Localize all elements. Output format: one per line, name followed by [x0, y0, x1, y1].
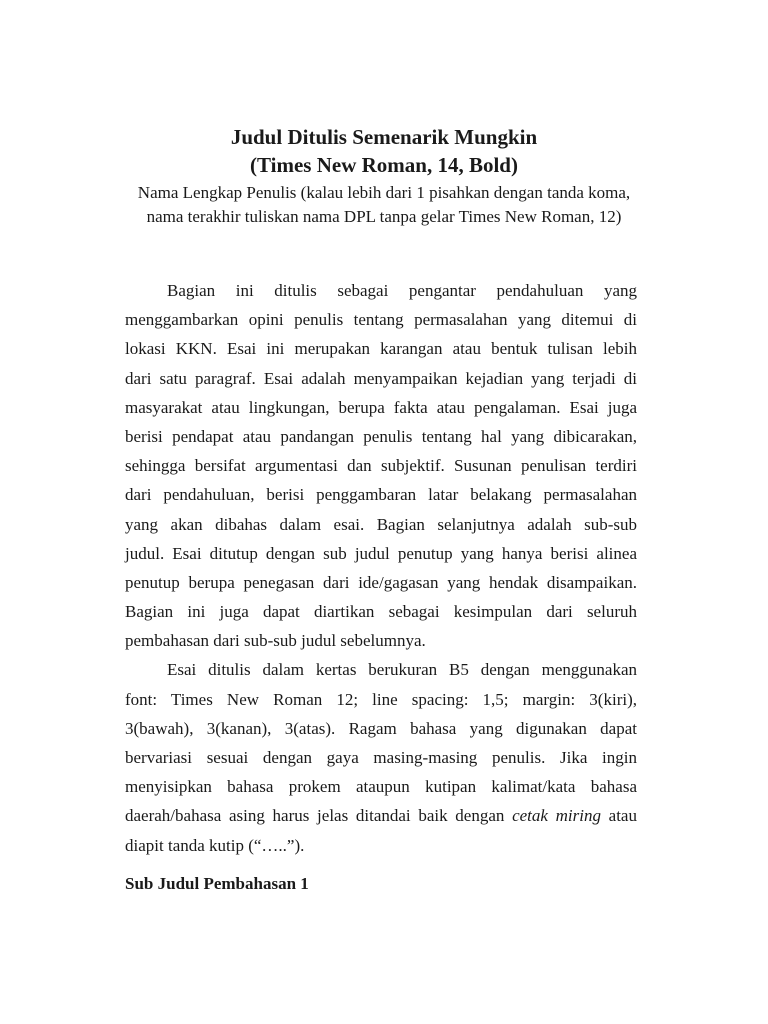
paragraph-text: atau — [600, 806, 637, 826]
paragraph-line: dari pendahuluan, berisi penggambaran latar belakang permasalahan — [125, 485, 637, 505]
paragraph-line: diapit tanda kutip (“…..”). — [125, 835, 305, 855]
paragraph-introduction — [125, 276, 637, 655]
paragraph-line: pembahasan dari sub-sub judul sebelumnya. — [125, 631, 426, 651]
paragraph-line: masyarakat atau lingkungan, berupa fakta atau pengalaman. Esai juga — [125, 397, 637, 417]
paragraph-line: Esai ditulis dalam kertas berukuran B5 dengan menggunakan — [167, 660, 637, 680]
paragraph-line: Bagian ini juga dapat diartikan sebagai kesimpulan dari seluruh — [125, 602, 637, 622]
paragraph-line: berisi pendapat atau pandangan penulis tentang hal yang dibicarakan, — [125, 426, 637, 446]
document-title-format-note: (Times New Roman, 14, Bold) — [250, 153, 518, 177]
paragraph-text: daerah/bahasa asing harus jelas ditandai baik dengan — [125, 806, 513, 826]
paragraph-line: penutup berupa penegasan dari ide/gagasan yang hendak disampaikan. — [125, 572, 637, 592]
paragraph-line: bervariasi sesuai dengan gaya masing-masing penulis. Jika ingin — [125, 748, 637, 767]
paragraph-line: sehingga bersifat argumentasi dan subjektif. Susunan penulisan terdiri — [125, 456, 637, 476]
document-body — [125, 276, 637, 860]
paragraph-line — [125, 801, 637, 830]
paragraph-line: menyisipkan bahasa prokem ataupun kutipan kalimat/kata bahasa — [125, 777, 637, 797]
paragraph-line: yang akan dibahas dalam esai. Bagian selanjutnya adalah sub-sub — [125, 514, 637, 534]
paragraph-line: Bagian ini ditulis sebagai pengantar pendahuluan yang — [167, 281, 637, 300]
paragraph-line: dari satu paragraf. Esai adalah menyampaikan kejadian yang terjadi di — [125, 368, 637, 388]
author-line: Nama Lengkap Penulis (kalau lebih dari 1 pisahkan dengan tanda koma, — [137, 183, 631, 202]
author-line: nama terakhir tuliskan nama DPL tanpa gelar Times New Roman, 12) — [146, 207, 622, 226]
paragraph-line: judul. Esai ditutup dengan sub judul penutup yang hanya berisi alinea — [125, 543, 637, 563]
paragraph-line: menggambarkan opini penulis tentang permasalahan yang ditemui di — [125, 310, 637, 330]
paragraph-line: font: Times New Roman 12; line spacing: 1,5; margin: 3(kiri), — [125, 689, 637, 709]
paragraph-line: lokasi KKN. Esai ini merupakan karangan atau bentuk tulisan lebih — [125, 339, 637, 359]
paragraph-format-guidelines — [125, 655, 637, 859]
italic-example-text: cetak miring — [512, 806, 601, 826]
subheading: Sub Judul Pembahasan 1 — [125, 874, 309, 893]
paragraph-line: 3(bawah), 3(kanan), 3(atas). Ragam bahasa yang digunakan dapat — [125, 718, 637, 738]
document-title: Judul Ditulis Semenarik Mungkin — [230, 125, 538, 149]
